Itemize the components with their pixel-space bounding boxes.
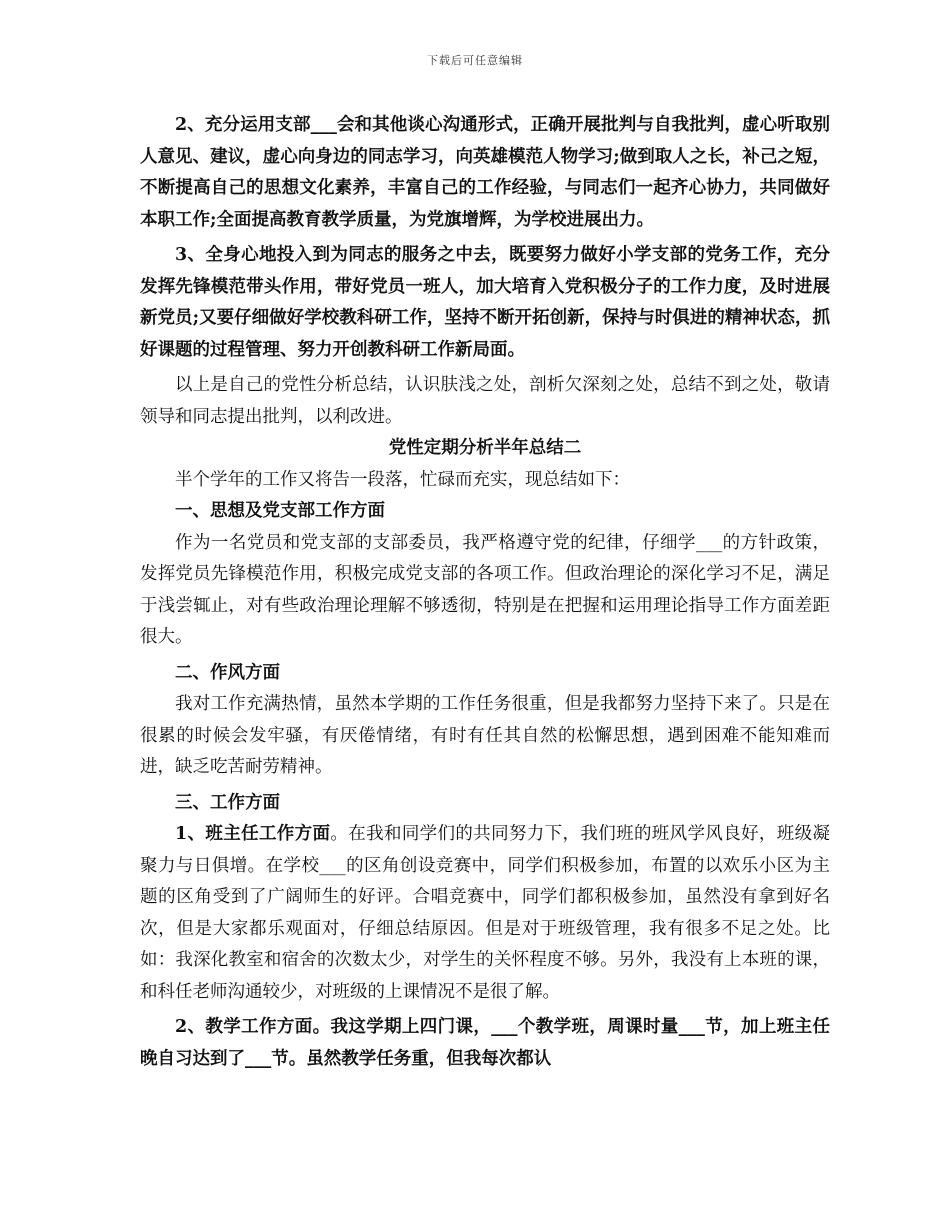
- sec2-title: 二、作风方面: [175, 662, 280, 683]
- document-body: [140, 110, 830, 1075]
- sec3-item1: [140, 819, 830, 1008]
- paragraph-conclusion: 以上是自己的党性分析总结，认识肤浅之处，剖析欠深刻之处，总结不到之处，敬请领导和同志提出批判，以利改进。: [140, 375, 830, 427]
- sec2-body: 我对工作充满热情，虽然本学期的工作任务很重，但是我都努力坚持下来了。只是在很累的时候会发牢骚，有厌倦情绪，有时有任其自然的松懈思想，遇到困难不能知难而进，缺乏吃苦耐劳精神。: [140, 694, 830, 777]
- sec3-item2: 2、教学工作方面。我这学期上四门课，___个教学班，周课时量___节，加上班主任晚自习达到了___节。虽然教学任务重，但我每次都认: [140, 1017, 830, 1069]
- paragraph-measure-3: 3、全身心地投入到为同志的服务之中去，既要努力做好小学支部的党务工作，充分发挥先锋模范带头作用，带好党员一班人，加大培育入党积极分子的工作力度，及时进展新党员;又要仔细做好学校教科研工作，坚持不断开拓创新，保持与时俱进的精神状态，抓好课题的过程管理、努力开创教科研工作新局面。: [140, 245, 830, 360]
- sec1-body: 作为一名党员和党支部的支部委员，我严格遵守党的纪律，仔细学___的方针政策，发挥党员先锋模范作用，积极完成党支部的各项工作。但政治理论的深化学习不足，满足于浅尝辄止，对有些政治理论理解不够透彻，特别是在把握和运用理论指导工作方面差距很大。: [140, 532, 830, 647]
- paragraph-intro: 半个学年的工作又将告一段落，忙碌而充实，现总结如下：: [175, 469, 630, 490]
- sec3-item1-lead: 1、班主任工作方面: [175, 824, 331, 844]
- section-title: 党性定期分析半年总结二: [388, 438, 582, 458]
- paragraph-measure-2: 2、充分运用支部___会和其他谈心沟通形式，正确开展批判与自我批判，虚心听取别人意见、建议，虚心向身边的同志学习，向英雄模范人物学习;做到取人之长，补己之短，不断提高自己的思想文化素养，丰富自己的工作经验，与同志们一起齐心协力，共同做好本职工作;全面提高教育教学质量，为党旗增辉，为学校进展出力。: [140, 115, 830, 230]
- sec1-title: 一、思想及党支部工作方面: [175, 501, 385, 521]
- sec3-title: 三、工作方面: [175, 792, 280, 813]
- header-note: 下载后可任意编辑: [427, 54, 523, 67]
- sec3-item1-body: 。在我和同学们的共同努力下，我们班的班风学风良好，班级凝聚力与日俱增。在学校___的区角创设竞赛中，同学们积极参加，布置的以欢乐小区为主题的区角受到了广阔师生的好评。合唱竞赛中，同学们都积极参加，虽然没有拿到好名次，但是大家都乐观面对，仔细总结原因。但是对于班级管理，我有很多不足之处。比如：我深化教室和宿舍的次数太少，对学生的关怀程度不够。另外，我没有上本班的课，和科任老师沟通较少，对班级的上课情况不是很了解。: [140, 824, 830, 1002]
